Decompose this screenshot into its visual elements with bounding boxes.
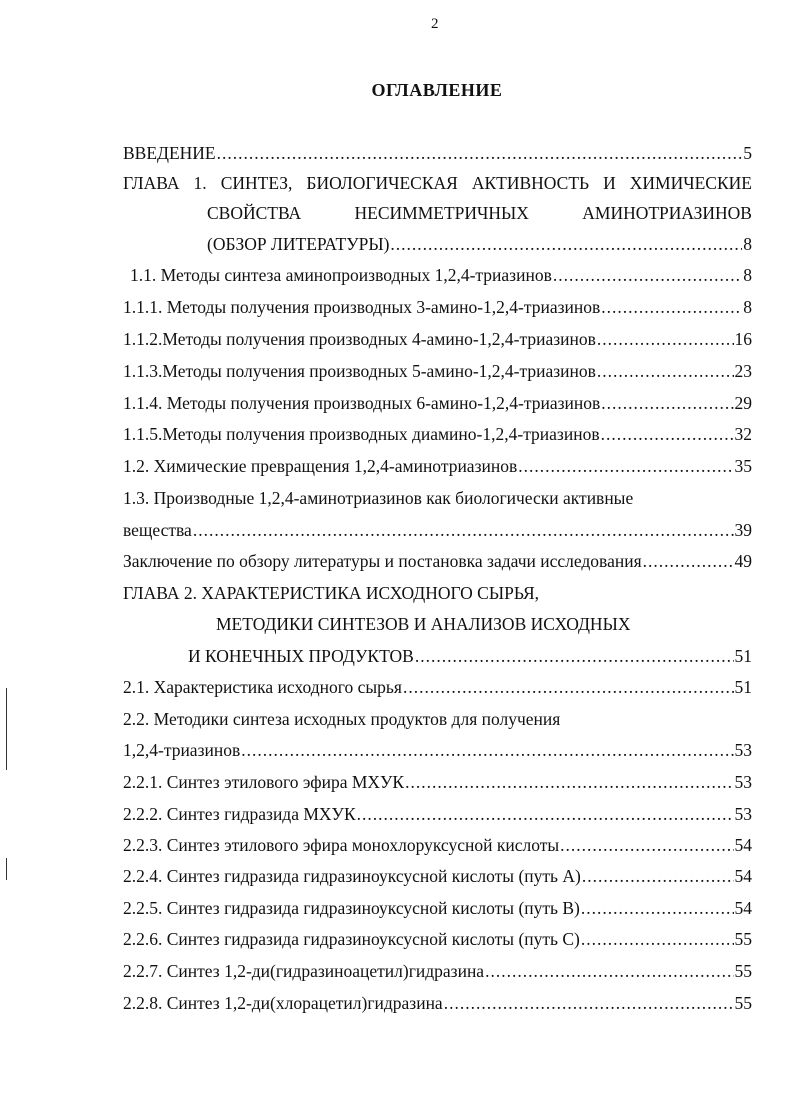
toc-entry bbox=[123, 993, 752, 1017]
toc-entry-text: 1.1.3.Методы получения производных 5-амино-1,2,4-триазинов bbox=[123, 361, 596, 381]
toc-entry-text: 1.1.1. Методы получения производных 3-амино-1,2,4-триазинов bbox=[123, 297, 601, 317]
toc-entry-page: 51 bbox=[734, 677, 752, 697]
toc-entry-page: 54 bbox=[734, 898, 752, 918]
toc-entry-page: 51 bbox=[734, 646, 752, 666]
toc-entry bbox=[123, 677, 752, 701]
dot-leader bbox=[560, 835, 733, 856]
toc-entry-page: 54 bbox=[734, 866, 752, 886]
toc-entry-page: 53 bbox=[734, 804, 752, 824]
toc-entry bbox=[123, 551, 752, 575]
toc-entry-page: 8 bbox=[743, 234, 752, 254]
toc-entry-page: 55 bbox=[734, 929, 752, 949]
toc-entry-page: 35 bbox=[734, 456, 752, 476]
toc-entry bbox=[123, 329, 752, 353]
dot-leader bbox=[601, 297, 742, 318]
scan-margin-mark bbox=[6, 858, 7, 880]
dot-leader bbox=[485, 961, 733, 982]
toc-entry bbox=[207, 203, 752, 227]
toc-entry-text: ГЛАВА 1. СИНТЕЗ, БИОЛОГИЧЕСКАЯ АКТИВНОСТЬ И ХИМИЧЕСКИЕ bbox=[123, 173, 752, 193]
toc-entry-page: 53 bbox=[734, 772, 752, 792]
toc-entry bbox=[207, 234, 752, 258]
toc-entry-text: 2.2.4. Синтез гидразида гидразиноуксусной кислоты (путь А) bbox=[123, 866, 581, 886]
toc-entry bbox=[123, 297, 752, 321]
dot-leader bbox=[597, 361, 734, 382]
toc-entry-page: 29 bbox=[734, 393, 752, 413]
toc-entry bbox=[188, 646, 752, 670]
dot-leader bbox=[582, 866, 734, 887]
toc-entry bbox=[123, 520, 752, 544]
toc-entry bbox=[123, 835, 752, 859]
dot-leader bbox=[357, 804, 734, 825]
toc-entry bbox=[130, 265, 752, 289]
toc-entry bbox=[123, 804, 752, 828]
dot-leader bbox=[597, 329, 734, 350]
toc-entry-page: 32 bbox=[734, 424, 752, 444]
dot-leader bbox=[193, 520, 734, 541]
toc-entry-page: 23 bbox=[734, 361, 752, 381]
toc-entry bbox=[123, 143, 752, 167]
toc-entry-text: 2.2.5. Синтез гидразида гидразиноуксусной кислоты (путь В) bbox=[123, 898, 580, 918]
toc-entry-text: МЕТОДИКИ СИНТЕЗОВ И АНАЛИЗОВ ИСХОДНЫХ bbox=[216, 614, 631, 634]
toc-entry-text: 2.2. Методики синтеза исходных продуктов для получения bbox=[123, 709, 561, 729]
toc-entry-text: 1.2. Химические превращения 1,2,4-аминотриазинов bbox=[123, 456, 518, 476]
toc-entry-page: 54 bbox=[734, 835, 752, 855]
dot-leader bbox=[403, 677, 734, 698]
toc-entry-text: 1.1. Методы синтеза аминопроизводных 1,2,4-триазинов bbox=[130, 265, 552, 285]
toc-entry bbox=[216, 614, 752, 638]
toc-entry bbox=[123, 898, 752, 922]
toc-entry-text: Заключение по обзору литературы и постановка задачи исследования bbox=[123, 551, 642, 571]
toc-entry-text: ГЛАВА 2. ХАРАКТЕРИСТИКА ИСХОДНОГО СЫРЬЯ, bbox=[123, 583, 540, 603]
toc-entry-page: 5 bbox=[743, 143, 752, 163]
toc-entry-text: ВВЕДЕНИЕ bbox=[123, 143, 216, 163]
toc-entry bbox=[123, 456, 752, 480]
toc-entry-text: 2.2.1. Синтез этилового эфира МХУК bbox=[123, 772, 405, 792]
toc-entry-text: 1.1.5.Методы получения производных диамино-1,2,4-триазинов bbox=[123, 424, 600, 444]
toc-entry-page: 53 bbox=[734, 740, 752, 760]
toc-entry-text: вещества bbox=[123, 520, 192, 540]
toc-entry-page: 55 bbox=[734, 961, 752, 981]
toc-entry-page: 8 bbox=[743, 265, 752, 285]
toc-entry-text: 2.2.3. Синтез этилового эфира монохлоруксусной кислоты bbox=[123, 835, 560, 855]
dot-leader bbox=[553, 265, 742, 286]
dot-leader bbox=[444, 993, 734, 1014]
toc-entry-text: 2.2.8. Синтез 1,2-ди(хлорацетил)гидразина bbox=[123, 993, 443, 1013]
toc-entry bbox=[123, 961, 752, 985]
toc-entry bbox=[123, 488, 752, 512]
dot-leader bbox=[390, 234, 742, 255]
toc-entry-text: 2.1. Характеристика исходного сырья bbox=[123, 677, 402, 697]
toc-entry-text: 2.2.2. Синтез гидразида МХУК bbox=[123, 804, 356, 824]
toc-entry-text: 1.3. Производные 1,2,4-аминотриазинов как биологически активные bbox=[123, 488, 634, 508]
scan-margin-mark bbox=[6, 688, 7, 770]
dot-leader bbox=[518, 456, 733, 477]
dot-leader bbox=[241, 740, 733, 761]
toc-entry-text: (ОБЗОР ЛИТЕРАТУРЫ) bbox=[207, 234, 390, 254]
dot-leader bbox=[217, 143, 743, 164]
toc-entry bbox=[123, 866, 752, 890]
dot-leader bbox=[581, 898, 734, 919]
toc-entry bbox=[123, 173, 752, 197]
toc-entry bbox=[123, 424, 752, 448]
toc-entry-text: 1.1.4. Методы получения производных 6-амино-1,2,4-триазинов bbox=[123, 393, 601, 413]
toc-entry bbox=[123, 361, 752, 385]
toc-entry-text: 2.2.7. Синтез 1,2-ди(гидразиноацетил)гидразина bbox=[123, 961, 485, 981]
dot-leader bbox=[405, 772, 733, 793]
dot-leader bbox=[415, 646, 734, 667]
toc-entry-text: 1,2,4-триазинов bbox=[123, 740, 241, 760]
toc-entry bbox=[123, 583, 752, 607]
toc-entry-text: 2.2.6. Синтез гидразида гидразиноуксусной кислоты (путь С) bbox=[123, 929, 580, 949]
page-title: ОГЛАВЛЕНИЕ bbox=[371, 80, 503, 100]
toc-entry bbox=[123, 772, 752, 796]
toc-entry-page: 39 bbox=[734, 520, 752, 540]
toc-entry-text: 1.1.2.Методы получения производных 4-амино-1,2,4-триазинов bbox=[123, 329, 596, 349]
toc-entry-text: СВОЙСТВА НЕСИММЕТРИЧНЫХ АМИНОТРИАЗИНОВ bbox=[207, 203, 752, 223]
dot-leader bbox=[643, 551, 734, 572]
toc-entry-page: 49 bbox=[734, 551, 752, 571]
toc-entry bbox=[123, 929, 752, 953]
toc-entry bbox=[123, 393, 752, 417]
dot-leader bbox=[581, 929, 734, 950]
toc-entry-page: 55 bbox=[734, 993, 752, 1013]
dot-leader bbox=[601, 424, 734, 445]
page-number: 2 bbox=[431, 16, 439, 32]
toc-entry-text: И КОНЕЧНЫХ ПРОДУКТОВ bbox=[188, 646, 414, 666]
toc-entry bbox=[123, 709, 752, 733]
toc-entry-page: 16 bbox=[734, 329, 752, 349]
toc-entry-page: 8 bbox=[743, 297, 752, 317]
dot-leader bbox=[601, 393, 733, 414]
toc-entry bbox=[123, 740, 752, 764]
